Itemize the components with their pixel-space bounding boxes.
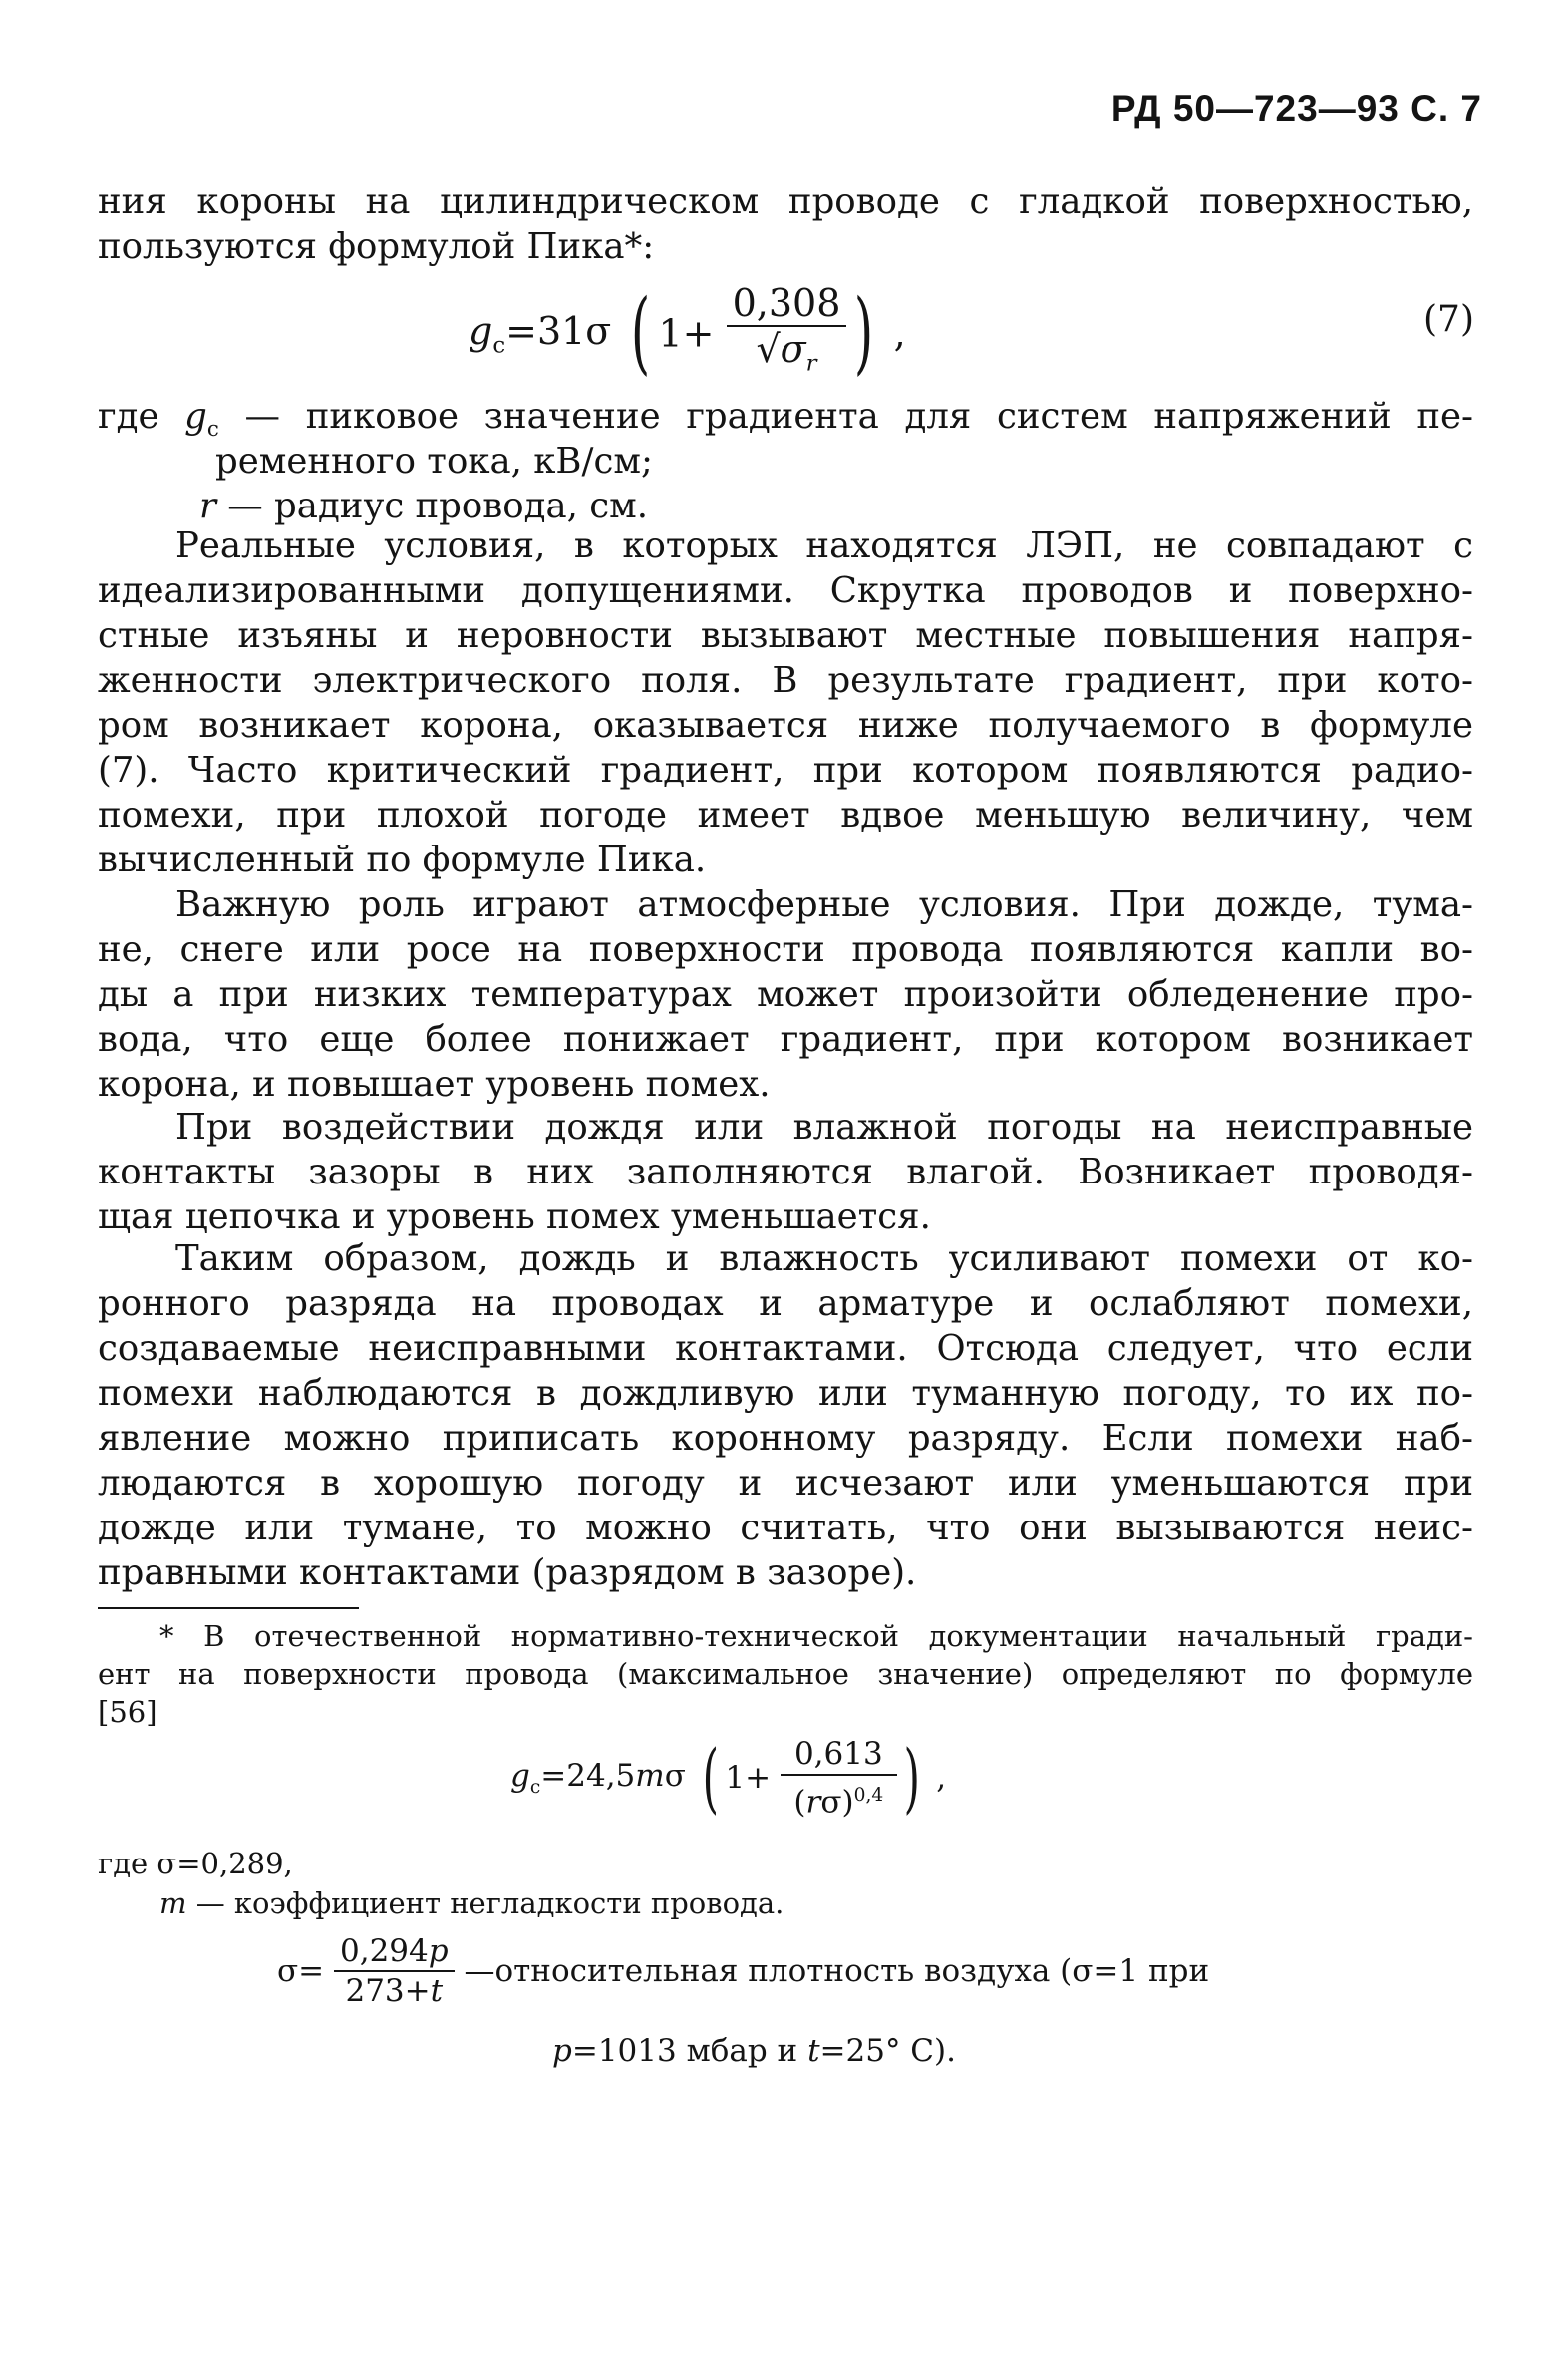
text-line: ременного тока, кВ/см; (215, 441, 653, 482)
formula-7: $g_c=31\sigma$ ( 1+ $\frac{0,308}{√\sigma_r}$ ) , (469, 280, 906, 386)
text-line: людаются в хорошую погоду и исчезают или уменьшаются при (98, 1463, 1473, 1504)
footnote-line: ент на поверхности провода (максимальное значение) определяют по формуле (98, 1657, 1473, 1691)
page-header: РД 50—723—93 С. 7 (1110, 88, 1482, 129)
sigma-formula: σ= $\frac{0,294p}{273+t}$ —относительная плотность воздуха (σ=1 при (277, 1933, 1210, 2009)
footnote-line: где σ=0,289, (98, 1847, 293, 1880)
text-line: контакты зазоры в них заполняются влагой. Возникает проводя- (98, 1152, 1473, 1192)
footnote-line: p=1013 мбар и t=25° С). (552, 2033, 956, 2069)
text-line: r — радиус провода, см. (199, 486, 649, 526)
text-line: Реальные условия, в которых находятся ЛЭП, не совпадают с (175, 525, 1473, 566)
text-line: Важную роль играют атмосферные условия. При дожде, тума- (175, 884, 1473, 925)
text-line: (7). Часто критический градиент, при котором появляются радио- (98, 750, 1473, 791)
text-line: правными контактами (разрядом в зазоре). (98, 1552, 917, 1593)
text-line: вода, что еще более понижает градиент, при котором возникает (98, 1019, 1473, 1060)
equation-number: (7) (1423, 299, 1474, 340)
text-line: Таким образом, дождь и влажность усиливают помехи от ко- (175, 1238, 1473, 1279)
text-line: идеализированными допущениями. Скрутка проводов и поверхно- (98, 570, 1473, 611)
text-line: пользуются формулой Пика*: (98, 226, 655, 267)
text-line: создаваемые неисправными контактами. Отсюда следует, что если (98, 1328, 1473, 1369)
text-line: не, снеге или росе на поверхности провода появляются капли во- (98, 929, 1473, 970)
sigma-description: —относительная плотность воздуха (σ=1 при (464, 1953, 1210, 1989)
text-line: ром возникает корона, оказывается ниже получаемого в формуле (98, 705, 1473, 746)
text-line: явление можно приписать коронному разряду. Если помехи наб- (98, 1418, 1473, 1459)
footnote-line: * В отечественной нормативно-технической документации начальный гради- (159, 1619, 1473, 1653)
footnote-line: [56] (98, 1695, 157, 1729)
text-line: ронного разряда на проводах и арматуре и ослабляют помехи, (98, 1283, 1473, 1324)
text-line: помехи наблюдаются в дождливую или туманную погоду, то их по- (98, 1373, 1473, 1414)
text-line: стные изъяны и неровности вызывают местные повышения напря- (98, 615, 1473, 656)
text-line: При воздействии дождя или влажной погоды на неисправные (175, 1107, 1473, 1148)
text-line: где $g_c$ — пиковое значение градиента для систем напряжений пе- (98, 396, 1473, 443)
text-line: женности электрического поля. В результате градиент, при кото- (98, 660, 1473, 701)
footnote-line: m — коэффициент негладкости провода. (159, 1886, 784, 1920)
text-line: корона, и повышает уровень помех. (98, 1064, 771, 1105)
footnote-divider (98, 1607, 359, 1609)
text-line: щая цепочка и уровень помех уменьшается. (98, 1196, 931, 1237)
text-line: ния короны на цилиндрическом проводе с гладкой поверхностью, (98, 181, 1473, 222)
footnote-formula: $g_c=24,5m\sigma$ ( 1+ $\frac{0,613}{(r\sigma)^{0,4}}$ ) , (510, 1733, 947, 1822)
text-line: помехи, при плохой погоде имеет вдвое меньшую величину, чем (98, 795, 1473, 836)
text-line: дожде или тумане, то можно считать, что они вызываются неис- (98, 1508, 1473, 1548)
text-line: вычисленный по формуле Пика. (98, 840, 707, 880)
text-line: ды а при низких температурах может произойти обледенение про- (98, 974, 1473, 1015)
